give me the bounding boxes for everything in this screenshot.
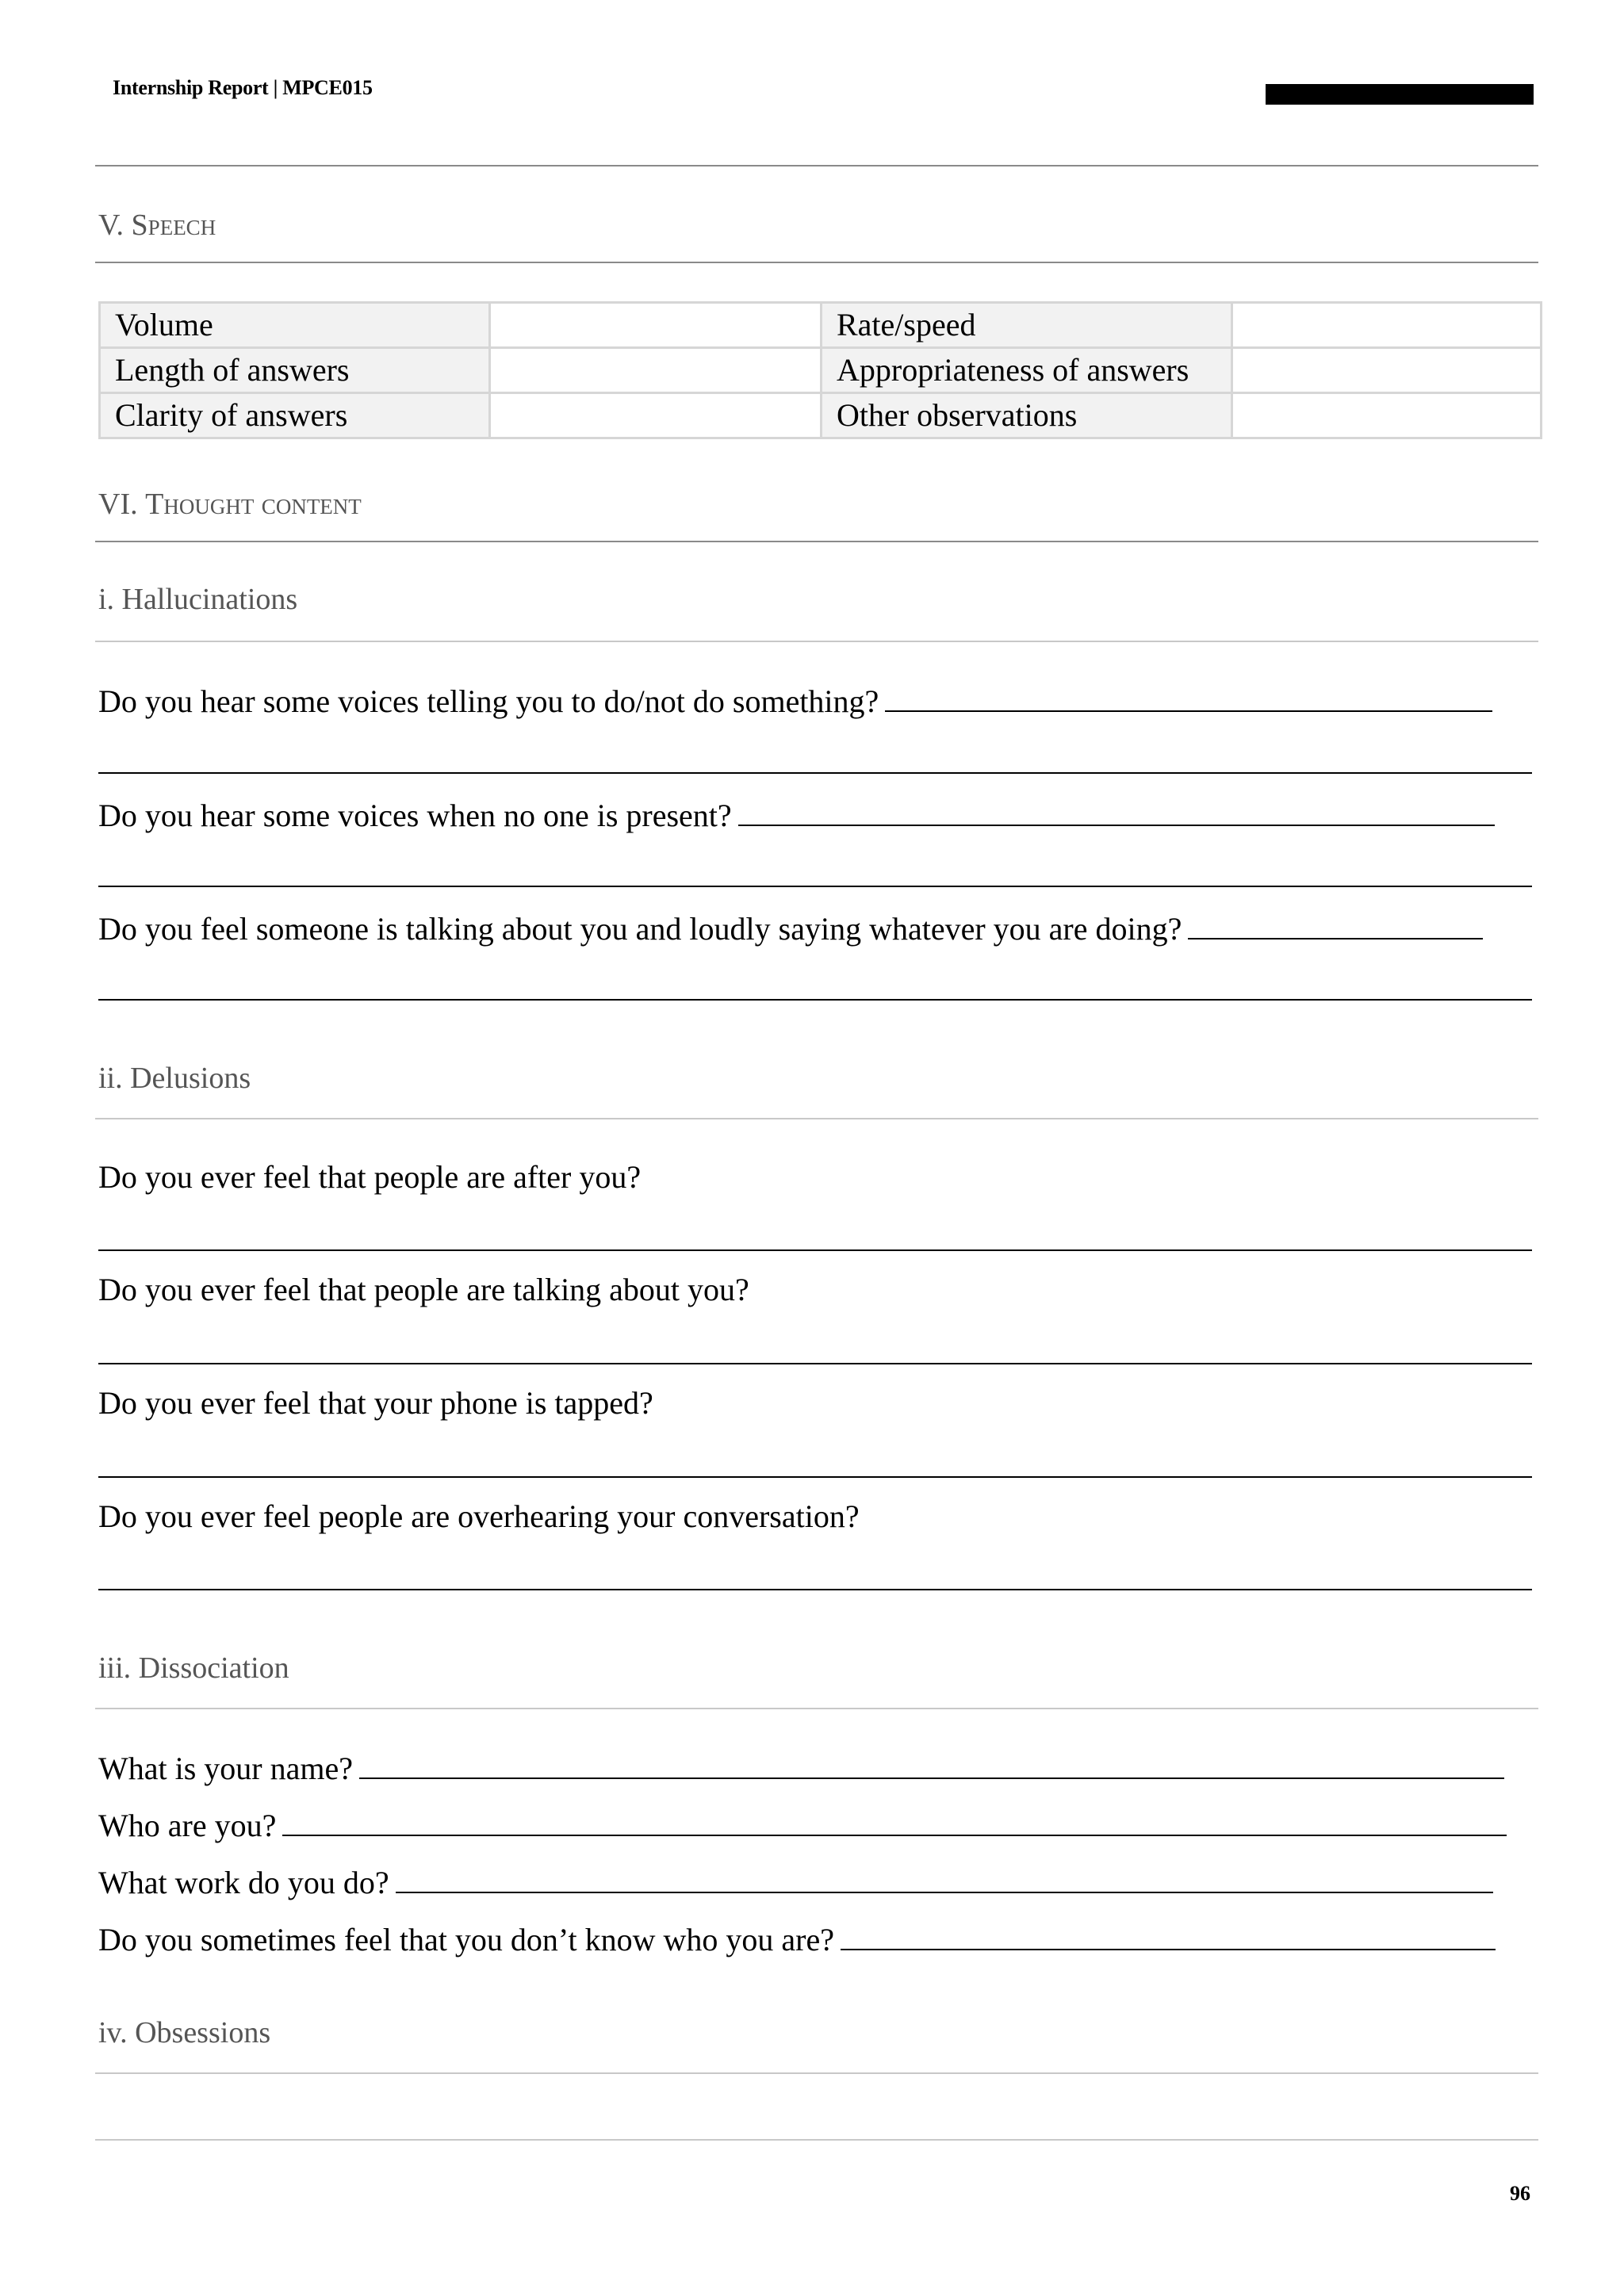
- subsection-title-delusions: ii. Delusions: [98, 1062, 251, 1095]
- answer-blank[interactable]: [359, 1747, 1504, 1779]
- answer-line[interactable]: [98, 1476, 1532, 1478]
- table-label-cell: Volume: [100, 303, 490, 348]
- answer-line[interactable]: [98, 772, 1532, 774]
- header-title: Internship Report | MPCE015: [113, 76, 373, 99]
- table-value-cell[interactable]: [490, 303, 822, 348]
- question-text: Do you hear some voices telling you to do/not do something?: [98, 683, 879, 719]
- answer-blank[interactable]: [738, 794, 1495, 826]
- answer-blank[interactable]: [1188, 908, 1483, 939]
- section-number: V.: [98, 209, 132, 242]
- table-value-cell[interactable]: [1232, 348, 1542, 393]
- question: Do you ever feel that people are after you?: [98, 1159, 642, 1195]
- page-number: 96: [1510, 2182, 1530, 2205]
- answer-blank[interactable]: [282, 1804, 1507, 1836]
- table-value-cell[interactable]: [490, 393, 822, 438]
- question: [98, 1919, 1496, 1958]
- answer-blank[interactable]: [396, 1862, 1493, 1893]
- section-title-thought-content: [98, 487, 362, 522]
- subsection-divider: [95, 1708, 1538, 1709]
- section-divider: [95, 541, 1538, 542]
- table-value-cell[interactable]: [490, 348, 822, 393]
- subsection-divider: [95, 2072, 1538, 2074]
- section-name: Thought content: [145, 488, 362, 521]
- table-label-cell: Appropriateness of answers: [822, 348, 1232, 393]
- speech-table: [98, 301, 1542, 439]
- question: [98, 1804, 1507, 1844]
- answer-line[interactable]: [98, 886, 1532, 887]
- section-name: Speech: [131, 209, 216, 242]
- table-row: [100, 393, 1542, 438]
- question-text: What work do you do?: [98, 1865, 389, 1900]
- question-text: Do you feel someone is talking about you and loudly saying whatever you are doing?: [98, 911, 1182, 947]
- question: Do you ever feel that your phone is tapped?: [98, 1385, 653, 1421]
- answer-blank[interactable]: [841, 1919, 1496, 1950]
- subsection-title-obsessions: iv. Obsessions: [98, 2016, 271, 2049]
- section-number: VI.: [98, 488, 146, 521]
- question-text: Do you hear some voices when no one is present?: [98, 798, 732, 833]
- table-value-cell[interactable]: [1232, 303, 1542, 348]
- question: [98, 1862, 1493, 1901]
- subsection-divider: [95, 641, 1538, 642]
- table-label-cell: Length of answers: [100, 348, 490, 393]
- table-label-cell: Other observations: [822, 393, 1232, 438]
- answer-line[interactable]: [98, 1249, 1532, 1251]
- answer-line[interactable]: [98, 1589, 1532, 1590]
- question: [98, 794, 1495, 834]
- table-label-cell: Rate/speed: [822, 303, 1232, 348]
- question: Do you ever feel people are overhearing your conversation?: [98, 1498, 860, 1534]
- redaction-bar: [1266, 84, 1534, 105]
- subsection-divider: [95, 1118, 1538, 1119]
- table-value-cell[interactable]: [1232, 393, 1542, 438]
- question-text: Do you sometimes feel that you don’t know who you are?: [98, 1922, 834, 1957]
- question: Do you ever feel that people are talking about you?: [98, 1272, 749, 1307]
- table-label-cell: Clarity of answers: [100, 393, 490, 438]
- answer-blank[interactable]: [885, 680, 1492, 712]
- question-text: Who are you?: [98, 1808, 277, 1843]
- table-row: [100, 348, 1542, 393]
- subsection-title-dissociation: iii. Dissociation: [98, 1651, 289, 1685]
- section-divider: [95, 262, 1538, 263]
- footer-divider: [95, 2139, 1538, 2141]
- header-divider: [95, 165, 1538, 166]
- answer-line[interactable]: [98, 999, 1532, 1001]
- question-text: What is your name?: [98, 1751, 353, 1786]
- section-title-speech: [98, 208, 216, 243]
- subsection-title-hallucinations: i. Hallucinations: [98, 583, 298, 616]
- question: [98, 908, 1483, 947]
- table-row: [100, 303, 1542, 348]
- question: [98, 680, 1492, 720]
- answer-line[interactable]: [98, 1363, 1532, 1364]
- question: [98, 1747, 1504, 1787]
